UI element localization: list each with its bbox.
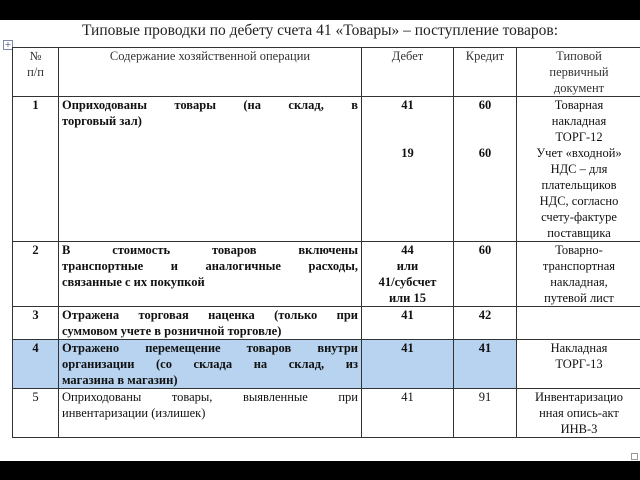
doc-line: Инвентаризацио xyxy=(534,390,623,404)
desc-line: организации (со склада на склад, из xyxy=(62,357,358,371)
doc-line: нная опись-акт xyxy=(539,406,619,420)
doc-line: плательщиков xyxy=(541,178,617,192)
credit-value: 60 xyxy=(478,146,492,160)
row-credit[interactable]: 41 xyxy=(454,340,517,389)
doc-line: ИНВ-3 xyxy=(560,422,598,436)
header-num-line: № xyxy=(29,49,42,63)
row-number: 5 xyxy=(13,389,59,438)
row-debit[interactable]: 41 xyxy=(362,340,454,389)
row-number[interactable]: 4 xyxy=(13,340,59,389)
row-description xyxy=(59,307,362,340)
table-resize-handle-icon[interactable] xyxy=(631,453,638,460)
table-row xyxy=(13,307,640,340)
row-document xyxy=(517,340,640,389)
row-debit: 41 xyxy=(362,307,454,340)
debit-value: или 15 xyxy=(388,291,427,305)
header-doc-line: первичный xyxy=(549,65,609,79)
desc-line: связанные с их покупкой xyxy=(62,275,205,289)
doc-line: Товарно- xyxy=(555,243,603,257)
row-credit: 60 xyxy=(454,242,517,307)
postings-table xyxy=(12,47,640,438)
row-credit xyxy=(454,97,517,242)
doc-line: Товарная xyxy=(554,98,604,112)
debit-value: 41 xyxy=(401,98,414,112)
doc-line: счету-фактуре xyxy=(541,210,617,224)
header-debit: Дебет xyxy=(362,48,454,97)
doc-line: Накладная xyxy=(550,341,608,355)
credit-value: 60 xyxy=(478,98,492,112)
row-credit: 91 xyxy=(454,389,517,438)
desc-line: Оприходованы товары (на склад, в xyxy=(62,98,358,112)
doc-line: накладная xyxy=(551,114,607,128)
doc-line: поставщика xyxy=(547,226,611,240)
header-num-line: п/п xyxy=(27,65,44,79)
desc-line: магазина в магазин) xyxy=(62,373,178,387)
table-row xyxy=(13,97,640,242)
desc-line: суммовом учете в розничной торговле) xyxy=(62,324,282,338)
row-document xyxy=(517,97,640,242)
doc-line: Учет «входной» xyxy=(536,146,622,160)
header-description: Содержание хозяйственной операции xyxy=(59,48,362,97)
header-num xyxy=(13,48,59,97)
table-row xyxy=(13,242,640,307)
row-description[interactable] xyxy=(59,340,362,389)
row-number: 1 xyxy=(13,97,59,242)
doc-line: транспортная xyxy=(542,259,616,273)
header-document xyxy=(517,48,640,97)
debit-value: 44 xyxy=(401,243,414,257)
doc-line: НДС – для xyxy=(550,162,608,176)
table-row xyxy=(13,389,640,438)
row-description xyxy=(59,97,362,242)
debit-value: или xyxy=(396,259,419,273)
row-credit: 42 xyxy=(454,307,517,340)
table-row-selected[interactable] xyxy=(13,340,640,389)
page-title: Типовые проводки по дебету счета 41 «Товары» – поступление товаров: xyxy=(81,22,559,39)
row-number: 2 xyxy=(13,242,59,307)
doc-line: НДС, согласно xyxy=(539,194,619,208)
row-debit xyxy=(362,97,454,242)
debit-value: 19 xyxy=(401,146,414,160)
row-description xyxy=(59,389,362,438)
document-page xyxy=(0,20,640,461)
desc-line: инвентаризации (излишек) xyxy=(62,406,206,420)
table-header-row xyxy=(13,48,640,97)
doc-line: накладная, xyxy=(550,275,608,289)
row-document xyxy=(517,242,640,307)
header-credit: Кредит xyxy=(454,48,517,97)
desc-line: торговый зал) xyxy=(62,114,142,128)
desc-line: В стоимость товаров включены xyxy=(62,243,358,257)
row-debit xyxy=(362,242,454,307)
header-doc-line: документ xyxy=(553,81,605,95)
table-move-handle-icon[interactable]: + xyxy=(4,40,12,49)
desc-line: Отражена торговая наценка (только при xyxy=(62,308,358,322)
doc-line: путевой лист xyxy=(544,291,614,305)
desc-line: транспортные и аналогичные расходы, xyxy=(62,259,358,273)
row-debit: 41 xyxy=(362,389,454,438)
desc-line: Оприходованы товары, выявленные при xyxy=(62,390,358,404)
row-document xyxy=(517,389,640,438)
row-document xyxy=(517,307,640,340)
doc-line: ТОРГ-12 xyxy=(555,130,603,144)
debit-value: 41/субсчет xyxy=(378,275,437,289)
desc-line: Отражено перемещение товаров внутри xyxy=(62,341,358,355)
header-doc-line: Типовой xyxy=(556,49,602,63)
doc-line: ТОРГ-13 xyxy=(555,357,603,371)
row-description xyxy=(59,242,362,307)
row-number: 3 xyxy=(13,307,59,340)
